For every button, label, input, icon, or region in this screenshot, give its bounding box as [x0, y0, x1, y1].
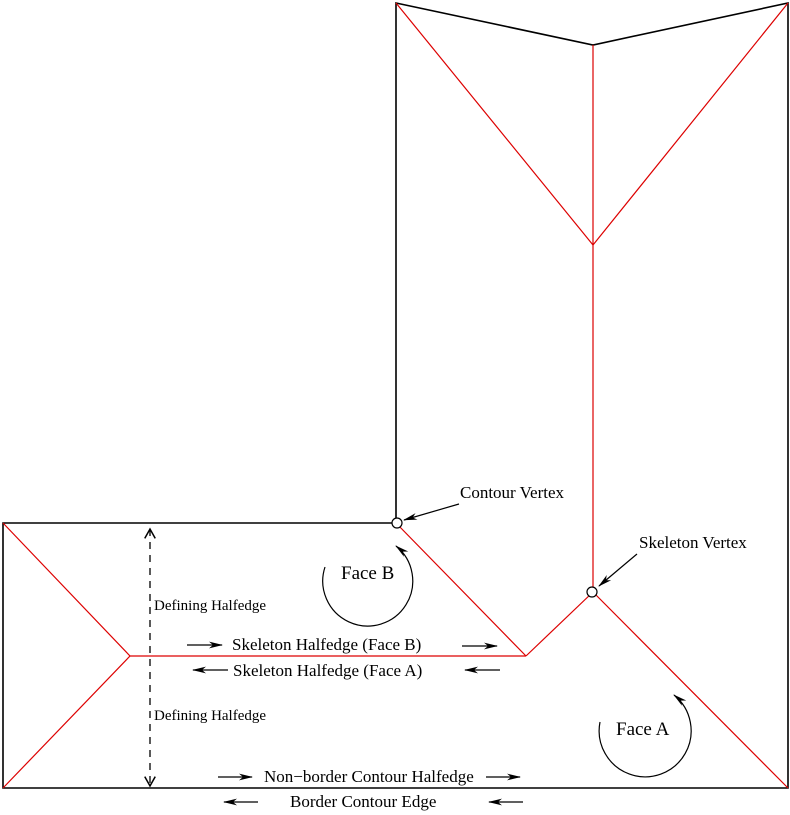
face-b-label: Face B	[341, 563, 395, 584]
defining-halfedge-label-top: Defining Halfedge	[154, 598, 267, 614]
defining-halfedge-label-bottom: Defining Halfedge	[154, 708, 267, 724]
contour-vertex-label: Contour Vertex	[460, 483, 565, 502]
contour-vertex-leader-arrow	[404, 504, 459, 520]
contour-vertex-dot	[392, 518, 402, 528]
skeleton-bisector-left-top	[3, 523, 130, 656]
skeleton-edge-to-junction	[526, 592, 593, 656]
skeleton-bisector-bottom-right	[593, 592, 788, 788]
skeleton-vertex-dot	[587, 587, 597, 597]
face-a-label: Face A	[616, 719, 670, 740]
skeleton-bisector-left-bottom	[3, 656, 130, 788]
skeleton-vertex-leader-arrow	[599, 554, 637, 586]
non-border-contour-halfedge-label: Non−border Contour Halfedge	[264, 767, 474, 786]
skeleton-halfedge-face-b-label: Skeleton Halfedge (Face B)	[232, 635, 422, 654]
skeleton-halfedge-face-a-label: Skeleton Halfedge (Face A)	[233, 661, 423, 680]
border-contour-edge-label: Border Contour Edge	[290, 792, 437, 811]
skeleton-vertex-label: Skeleton Vertex	[639, 533, 747, 552]
face-b-orientation-arc-icon	[323, 546, 413, 626]
